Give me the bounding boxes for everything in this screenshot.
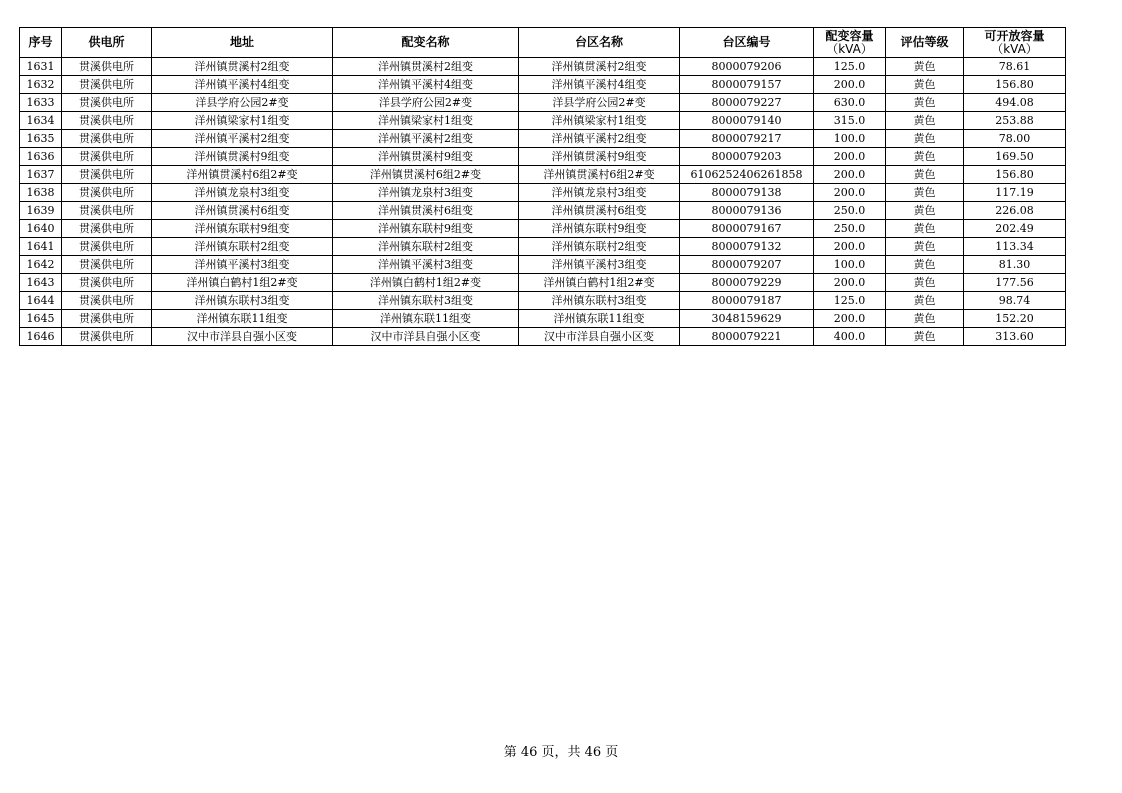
cell-supply-station: 贯溪供电所 — [62, 58, 152, 76]
cell-transformer-capacity: 200.0 — [814, 166, 886, 184]
header-rating-label: 评估等级 — [900, 35, 949, 49]
cell-open-capacity: 78.00 — [964, 130, 1066, 148]
cell-index: 1645 — [20, 310, 62, 328]
cell-transformer-capacity: 100.0 — [814, 256, 886, 274]
cell-address: 洋州镇白鹤村1组2#变 — [152, 274, 333, 292]
table-row — [20, 292, 1066, 310]
cell-area-name: 洋州镇平溪村3组变 — [519, 256, 680, 274]
cell-transformer-name: 洋州镇贯溪村6组2#变 — [333, 166, 519, 184]
cell-rating: 黄色 — [886, 58, 964, 76]
cell-transformer-capacity: 200.0 — [814, 238, 886, 256]
cell-open-capacity: 202.49 — [964, 220, 1066, 238]
cell-area-name: 洋州镇贯溪村9组变 — [519, 148, 680, 166]
header-area-code — [680, 28, 814, 58]
table-row — [20, 94, 1066, 112]
cell-transformer-name: 洋州镇贯溪村6组变 — [333, 202, 519, 220]
cell-supply-station: 贯溪供电所 — [62, 112, 152, 130]
cell-transformer-name: 洋州镇平溪村3组变 — [333, 256, 519, 274]
header-index — [20, 28, 62, 58]
cell-transformer-capacity: 125.0 — [814, 292, 886, 310]
cell-index: 1642 — [20, 256, 62, 274]
cell-supply-station: 贯溪供电所 — [62, 94, 152, 112]
cell-transformer-name: 洋州镇贯溪村2组变 — [333, 58, 519, 76]
header-transformer-capacity — [814, 28, 886, 58]
header-index-label: 序号 — [28, 35, 53, 49]
cell-transformer-capacity: 630.0 — [814, 94, 886, 112]
cell-area-name: 洋州镇贯溪村2组变 — [519, 58, 680, 76]
cell-transformer-capacity: 250.0 — [814, 220, 886, 238]
cell-rating: 黄色 — [886, 94, 964, 112]
cell-area-code: 8000079167 — [680, 220, 814, 238]
cell-supply-station: 贯溪供电所 — [62, 184, 152, 202]
header-transformer-capacity-unit: （kVA） — [826, 41, 873, 56]
cell-supply-station: 贯溪供电所 — [62, 76, 152, 94]
table-row — [20, 76, 1066, 94]
table-row — [20, 310, 1066, 328]
cell-rating: 黄色 — [886, 76, 964, 94]
cell-open-capacity: 156.80 — [964, 76, 1066, 94]
cell-address: 洋州镇东联村3组变 — [152, 292, 333, 310]
header-transformer-name-label: 配变名称 — [401, 35, 450, 49]
cell-transformer-name: 汉中市洋县自强小区变 — [333, 328, 519, 346]
cell-index: 1635 — [20, 130, 62, 148]
table-row — [20, 328, 1066, 346]
table-row — [20, 166, 1066, 184]
cell-open-capacity: 169.50 — [964, 148, 1066, 166]
cell-transformer-capacity: 200.0 — [814, 184, 886, 202]
cell-area-name: 洋州镇平溪村4组变 — [519, 76, 680, 94]
cell-index: 1633 — [20, 94, 62, 112]
cell-area-code: 6106252406261858 — [680, 166, 814, 184]
cell-transformer-capacity: 250.0 — [814, 202, 886, 220]
cell-address: 汉中市洋县自强小区变 — [152, 328, 333, 346]
table-header-row — [20, 28, 1066, 58]
cell-supply-station: 贯溪供电所 — [62, 274, 152, 292]
cell-index: 1644 — [20, 292, 62, 310]
cell-supply-station: 贯溪供电所 — [62, 130, 152, 148]
cell-open-capacity: 117.19 — [964, 184, 1066, 202]
cell-address: 洋州镇梁家村1组变 — [152, 112, 333, 130]
cell-area-name: 洋州镇白鹤村1组2#变 — [519, 274, 680, 292]
cell-rating: 黄色 — [886, 274, 964, 292]
cell-index: 1646 — [20, 328, 62, 346]
cell-open-capacity: 226.08 — [964, 202, 1066, 220]
cell-area-code: 8000079140 — [680, 112, 814, 130]
cell-index: 1631 — [20, 58, 62, 76]
cell-supply-station: 贯溪供电所 — [62, 256, 152, 274]
cell-area-name: 洋州镇贯溪村6组2#变 — [519, 166, 680, 184]
cell-address: 洋州镇平溪村4组变 — [152, 76, 333, 94]
cell-open-capacity: 253.88 — [964, 112, 1066, 130]
table-row — [20, 238, 1066, 256]
cell-area-name: 洋州镇东联村2组变 — [519, 238, 680, 256]
cell-rating: 黄色 — [886, 292, 964, 310]
cell-transformer-capacity: 200.0 — [814, 148, 886, 166]
cell-index: 1639 — [20, 202, 62, 220]
cell-open-capacity: 152.20 — [964, 310, 1066, 328]
cell-open-capacity: 156.80 — [964, 166, 1066, 184]
cell-area-code: 8000079227 — [680, 94, 814, 112]
cell-rating: 黄色 — [886, 220, 964, 238]
cell-supply-station: 贯溪供电所 — [62, 238, 152, 256]
page-footer — [0, 741, 1122, 760]
cell-transformer-name: 洋州镇东联村3组变 — [333, 292, 519, 310]
cell-transformer-capacity: 200.0 — [814, 76, 886, 94]
table-row — [20, 112, 1066, 130]
cell-supply-station: 贯溪供电所 — [62, 202, 152, 220]
cell-area-name: 汉中市洋县自强小区变 — [519, 328, 680, 346]
cell-open-capacity: 78.61 — [964, 58, 1066, 76]
cell-area-code: 8000079206 — [680, 58, 814, 76]
cell-transformer-name: 洋县学府公园2#变 — [333, 94, 519, 112]
cell-area-code: 8000079132 — [680, 238, 814, 256]
cell-rating: 黄色 — [886, 184, 964, 202]
cell-area-name: 洋州镇贯溪村6组变 — [519, 202, 680, 220]
cell-address: 洋州镇东联11组变 — [152, 310, 333, 328]
cell-area-name: 洋州镇平溪村2组变 — [519, 130, 680, 148]
cell-area-code: 8000079203 — [680, 148, 814, 166]
table-row — [20, 274, 1066, 292]
cell-area-code: 8000079187 — [680, 292, 814, 310]
cell-transformer-name: 洋州镇东联11组变 — [333, 310, 519, 328]
header-open-capacity — [964, 28, 1066, 58]
cell-transformer-name: 洋州镇梁家村1组变 — [333, 112, 519, 130]
cell-transformer-capacity: 315.0 — [814, 112, 886, 130]
cell-supply-station: 贯溪供电所 — [62, 166, 152, 184]
table-row — [20, 184, 1066, 202]
cell-transformer-capacity: 100.0 — [814, 130, 886, 148]
cell-index: 1640 — [20, 220, 62, 238]
cell-transformer-capacity: 200.0 — [814, 274, 886, 292]
cell-supply-station: 贯溪供电所 — [62, 148, 152, 166]
table-row — [20, 256, 1066, 274]
cell-address: 洋州镇贯溪村6组2#变 — [152, 166, 333, 184]
cell-area-name: 洋州镇龙泉村3组变 — [519, 184, 680, 202]
cell-open-capacity: 177.56 — [964, 274, 1066, 292]
cell-transformer-name: 洋州镇龙泉村3组变 — [333, 184, 519, 202]
cell-transformer-name: 洋州镇白鹤村1组2#变 — [333, 274, 519, 292]
cell-rating: 黄色 — [886, 310, 964, 328]
cell-area-code: 8000079217 — [680, 130, 814, 148]
header-address — [152, 28, 333, 58]
cell-rating: 黄色 — [886, 130, 964, 148]
cell-index: 1637 — [20, 166, 62, 184]
header-area-code-label: 台区编号 — [722, 35, 771, 49]
header-rating — [886, 28, 964, 58]
cell-index: 1643 — [20, 274, 62, 292]
cell-supply-station: 贯溪供电所 — [62, 310, 152, 328]
cell-area-name: 洋州镇东联村3组变 — [519, 292, 680, 310]
cell-rating: 黄色 — [886, 238, 964, 256]
cell-supply-station: 贯溪供电所 — [62, 292, 152, 310]
header-supply-station — [62, 28, 152, 58]
cell-area-name: 洋州镇梁家村1组变 — [519, 112, 680, 130]
table-row — [20, 58, 1066, 76]
table-row — [20, 202, 1066, 220]
cell-rating: 黄色 — [886, 148, 964, 166]
cell-rating: 黄色 — [886, 328, 964, 346]
cell-transformer-name: 洋州镇东联村2组变 — [333, 238, 519, 256]
header-open-capacity-unit: （kVA） — [991, 41, 1038, 56]
data-table — [19, 27, 1066, 346]
cell-address: 洋州镇东联村2组变 — [152, 238, 333, 256]
cell-area-code: 8000079207 — [680, 256, 814, 274]
cell-address: 洋州镇东联村9组变 — [152, 220, 333, 238]
cell-open-capacity: 313.60 — [964, 328, 1066, 346]
cell-transformer-capacity: 400.0 — [814, 328, 886, 346]
cell-supply-station: 贯溪供电所 — [62, 220, 152, 238]
table-row — [20, 130, 1066, 148]
cell-rating: 黄色 — [886, 202, 964, 220]
cell-index: 1634 — [20, 112, 62, 130]
cell-transformer-name: 洋州镇平溪村2组变 — [333, 130, 519, 148]
cell-transformer-capacity: 200.0 — [814, 310, 886, 328]
cell-index: 1638 — [20, 184, 62, 202]
cell-transformer-name: 洋州镇平溪村4组变 — [333, 76, 519, 94]
cell-index: 1636 — [20, 148, 62, 166]
cell-transformer-name: 洋州镇东联村9组变 — [333, 220, 519, 238]
cell-open-capacity: 494.08 — [964, 94, 1066, 112]
cell-rating: 黄色 — [886, 256, 964, 274]
cell-area-code: 3048159629 — [680, 310, 814, 328]
page-number-label: 第 46 页，共 46 页 — [503, 745, 619, 760]
cell-open-capacity: 113.34 — [964, 238, 1066, 256]
cell-rating: 黄色 — [886, 112, 964, 130]
table-body — [20, 58, 1066, 346]
cell-address: 洋州镇贯溪村2组变 — [152, 58, 333, 76]
header-transformer-name — [333, 28, 519, 58]
table-row — [20, 148, 1066, 166]
cell-transformer-name: 洋州镇贯溪村9组变 — [333, 148, 519, 166]
header-supply-station-label: 供电所 — [88, 35, 125, 49]
cell-address: 洋州镇平溪村2组变 — [152, 130, 333, 148]
header-transformer-capacity-label: 配变容量 — [825, 28, 874, 43]
cell-address: 洋州镇平溪村3组变 — [152, 256, 333, 274]
cell-area-code: 8000079221 — [680, 328, 814, 346]
table-row — [20, 220, 1066, 238]
header-open-capacity-label: 可开放容量 — [984, 28, 1045, 43]
header-area-name-label: 台区名称 — [574, 35, 623, 49]
cell-address: 洋县学府公园2#变 — [152, 94, 333, 112]
cell-open-capacity: 81.30 — [964, 256, 1066, 274]
cell-address: 洋州镇贯溪村9组变 — [152, 148, 333, 166]
cell-area-name: 洋县学府公园2#变 — [519, 94, 680, 112]
cell-index: 1641 — [20, 238, 62, 256]
cell-open-capacity: 98.74 — [964, 292, 1066, 310]
cell-rating: 黄色 — [886, 166, 964, 184]
cell-area-code: 8000079136 — [680, 202, 814, 220]
cell-area-name: 洋州镇东联村9组变 — [519, 220, 680, 238]
cell-area-code: 8000079138 — [680, 184, 814, 202]
header-area-name — [519, 28, 680, 58]
cell-index: 1632 — [20, 76, 62, 94]
cell-supply-station: 贯溪供电所 — [62, 328, 152, 346]
cell-area-code: 8000079157 — [680, 76, 814, 94]
cell-transformer-capacity: 125.0 — [814, 58, 886, 76]
cell-area-name: 洋州镇东联11组变 — [519, 310, 680, 328]
cell-address: 洋州镇龙泉村3组变 — [152, 184, 333, 202]
header-address-label: 地址 — [229, 35, 254, 49]
cell-area-code: 8000079229 — [680, 274, 814, 292]
cell-address: 洋州镇贯溪村6组变 — [152, 202, 333, 220]
